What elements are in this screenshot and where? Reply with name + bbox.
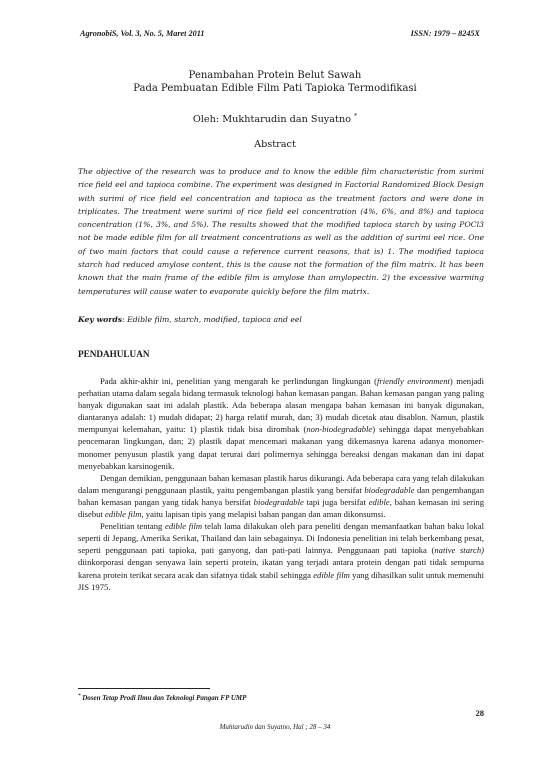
keywords-line bbox=[78, 315, 302, 324]
author-line bbox=[0, 113, 550, 125]
footnote-marker: * bbox=[78, 694, 81, 699]
paragraph-1: Pada akhir-akhir ini, penelitian yang mengarah ke perlindungan lingkungan (friendly environment) menjadi perhatian utama dalam segala bidang termasuk teknologi bahan kemasan pangan. Bahan kemasan pangan yang paling banyak digunakan saat ini adalah plastik. Ada beberapa alasan mengapa bahan kemasan ini banyak digunakan, diantaranya adalah: 1) mudah didapat; 2) harga relatif murah, dan; 3) mudah dicetak atau disablon. Namun, plastik mempunyai kelemahan, yaitu: 1) plastik tidak bisa dirombak (non-biodegradable) sehingga dapat menyebabkan pencemaran lingkungan, dan; 2) plastik dapat mencemari makanan yang dikemasnya karena adanya monomer-monomer penyusun plastik yang dapat terurai dari polimernya sehingga bereaksi dengan makanan dan ini dapat menyebabkan karsinogenik. bbox=[78, 376, 484, 471]
footnote-text: Dosen Tetap Prodi Ilmu dan Teknologi Pangan FP UMP bbox=[82, 694, 247, 702]
paper-title-line-1: Penambahan Protein Belut Sawah bbox=[188, 70, 362, 81]
paragraph-3: Penelitian tentang edible film telah lama dilakukan oleh para peneliti dengan memanfaatkan bahan baku lokal seperti di Jepang, Amerika Serikat, Thailand dan lain sebagainya. Di Indonesia penelitian ini telah berkembang pesat, seperti penggunaan pati tapioka, pati ganyong, dan pati-pati lainnya. Penggunaan pati tapioka (native starch) diinkorporasi dengan senyawa lain seperti protein, ikatan yang terjadi antara protein dengan pati tidak sempurna karena protein terikat secara acak dan sifatnya tidak stabil sehingga edible film yang dihasilkan sulit untuk memenuhi JIS 1975. bbox=[78, 521, 484, 592]
keywords-label: Key words bbox=[78, 315, 123, 324]
page-footer: Muhtarudin dan Suyatno, Hal ; 28 – 34 bbox=[219, 723, 331, 731]
author-footnote-marker: * bbox=[354, 113, 358, 120]
paragraph-2: Dengan demikian, penggunaan bahan kemasan plastik harus dikurangi. Ada beberapa cara yang telah dilakukan dalam mengurangi penggunaan plastik, yaitu pengembangan plastik yang bersifat biodegradable dan pengembangan bahan kemasan pangan yang tidak hanya bersifat biodegradable tapi juga bersifat edible, bahan kemasan ini sering disebut edible film, yaitu lapisan tipis yang melapisi bahan pangan dan aman dikonsumsi. bbox=[78, 472, 484, 520]
issn-header: ISSN: 1979 – 8245X bbox=[410, 29, 480, 38]
section-body bbox=[78, 375, 484, 593]
footnote bbox=[78, 694, 246, 702]
abstract-text: The objective of the research was to produce and to know the edible film characteristic from surimi rice field eel and tapioca combine. The experiment was designed in Factorial Randomized Block Design with surimi of rice field eel concentration and tapioca as the treatment factors and were done in triplicates. The treatment were surimi of rice field eel concentration (4%, 6%, and 8%) and tapioca concentration (1%, 3%, and 5%). The results showed that the modified tapioca starch by using POCl3 not be made edible film for all treatment concentrations as well as the addition of surimi eel rice. One of two main factors that could cause a reference current reasons, that is) 1. The modified tapioca starch had reduced amylose content, this is the cause not the formation of the film matrix. It has been known that the main frame of the edible film is amylose than amylopectin. 2) the excessive warming temperatures will cause water to evaporate quickly before the film matrix. bbox=[78, 167, 484, 296]
journal-header: AgronobiS, Vol. 3, No. 5, Maret 2011 bbox=[80, 29, 205, 38]
paper-title-line-2: Pada Pembuatan Edible Film Pati Tapioka Termodifikasi bbox=[133, 83, 417, 94]
keywords-text: : Edible film, starch, modified, tapioca and eel bbox=[122, 315, 302, 324]
page-number: 28 bbox=[475, 708, 484, 718]
author-names: Oleh: Mukhtarudin dan Suyatno bbox=[192, 114, 352, 125]
abstract-heading: Abstract bbox=[254, 139, 296, 150]
section-heading: PENDAHULUAN bbox=[78, 349, 150, 359]
footnote-divider bbox=[78, 688, 210, 689]
